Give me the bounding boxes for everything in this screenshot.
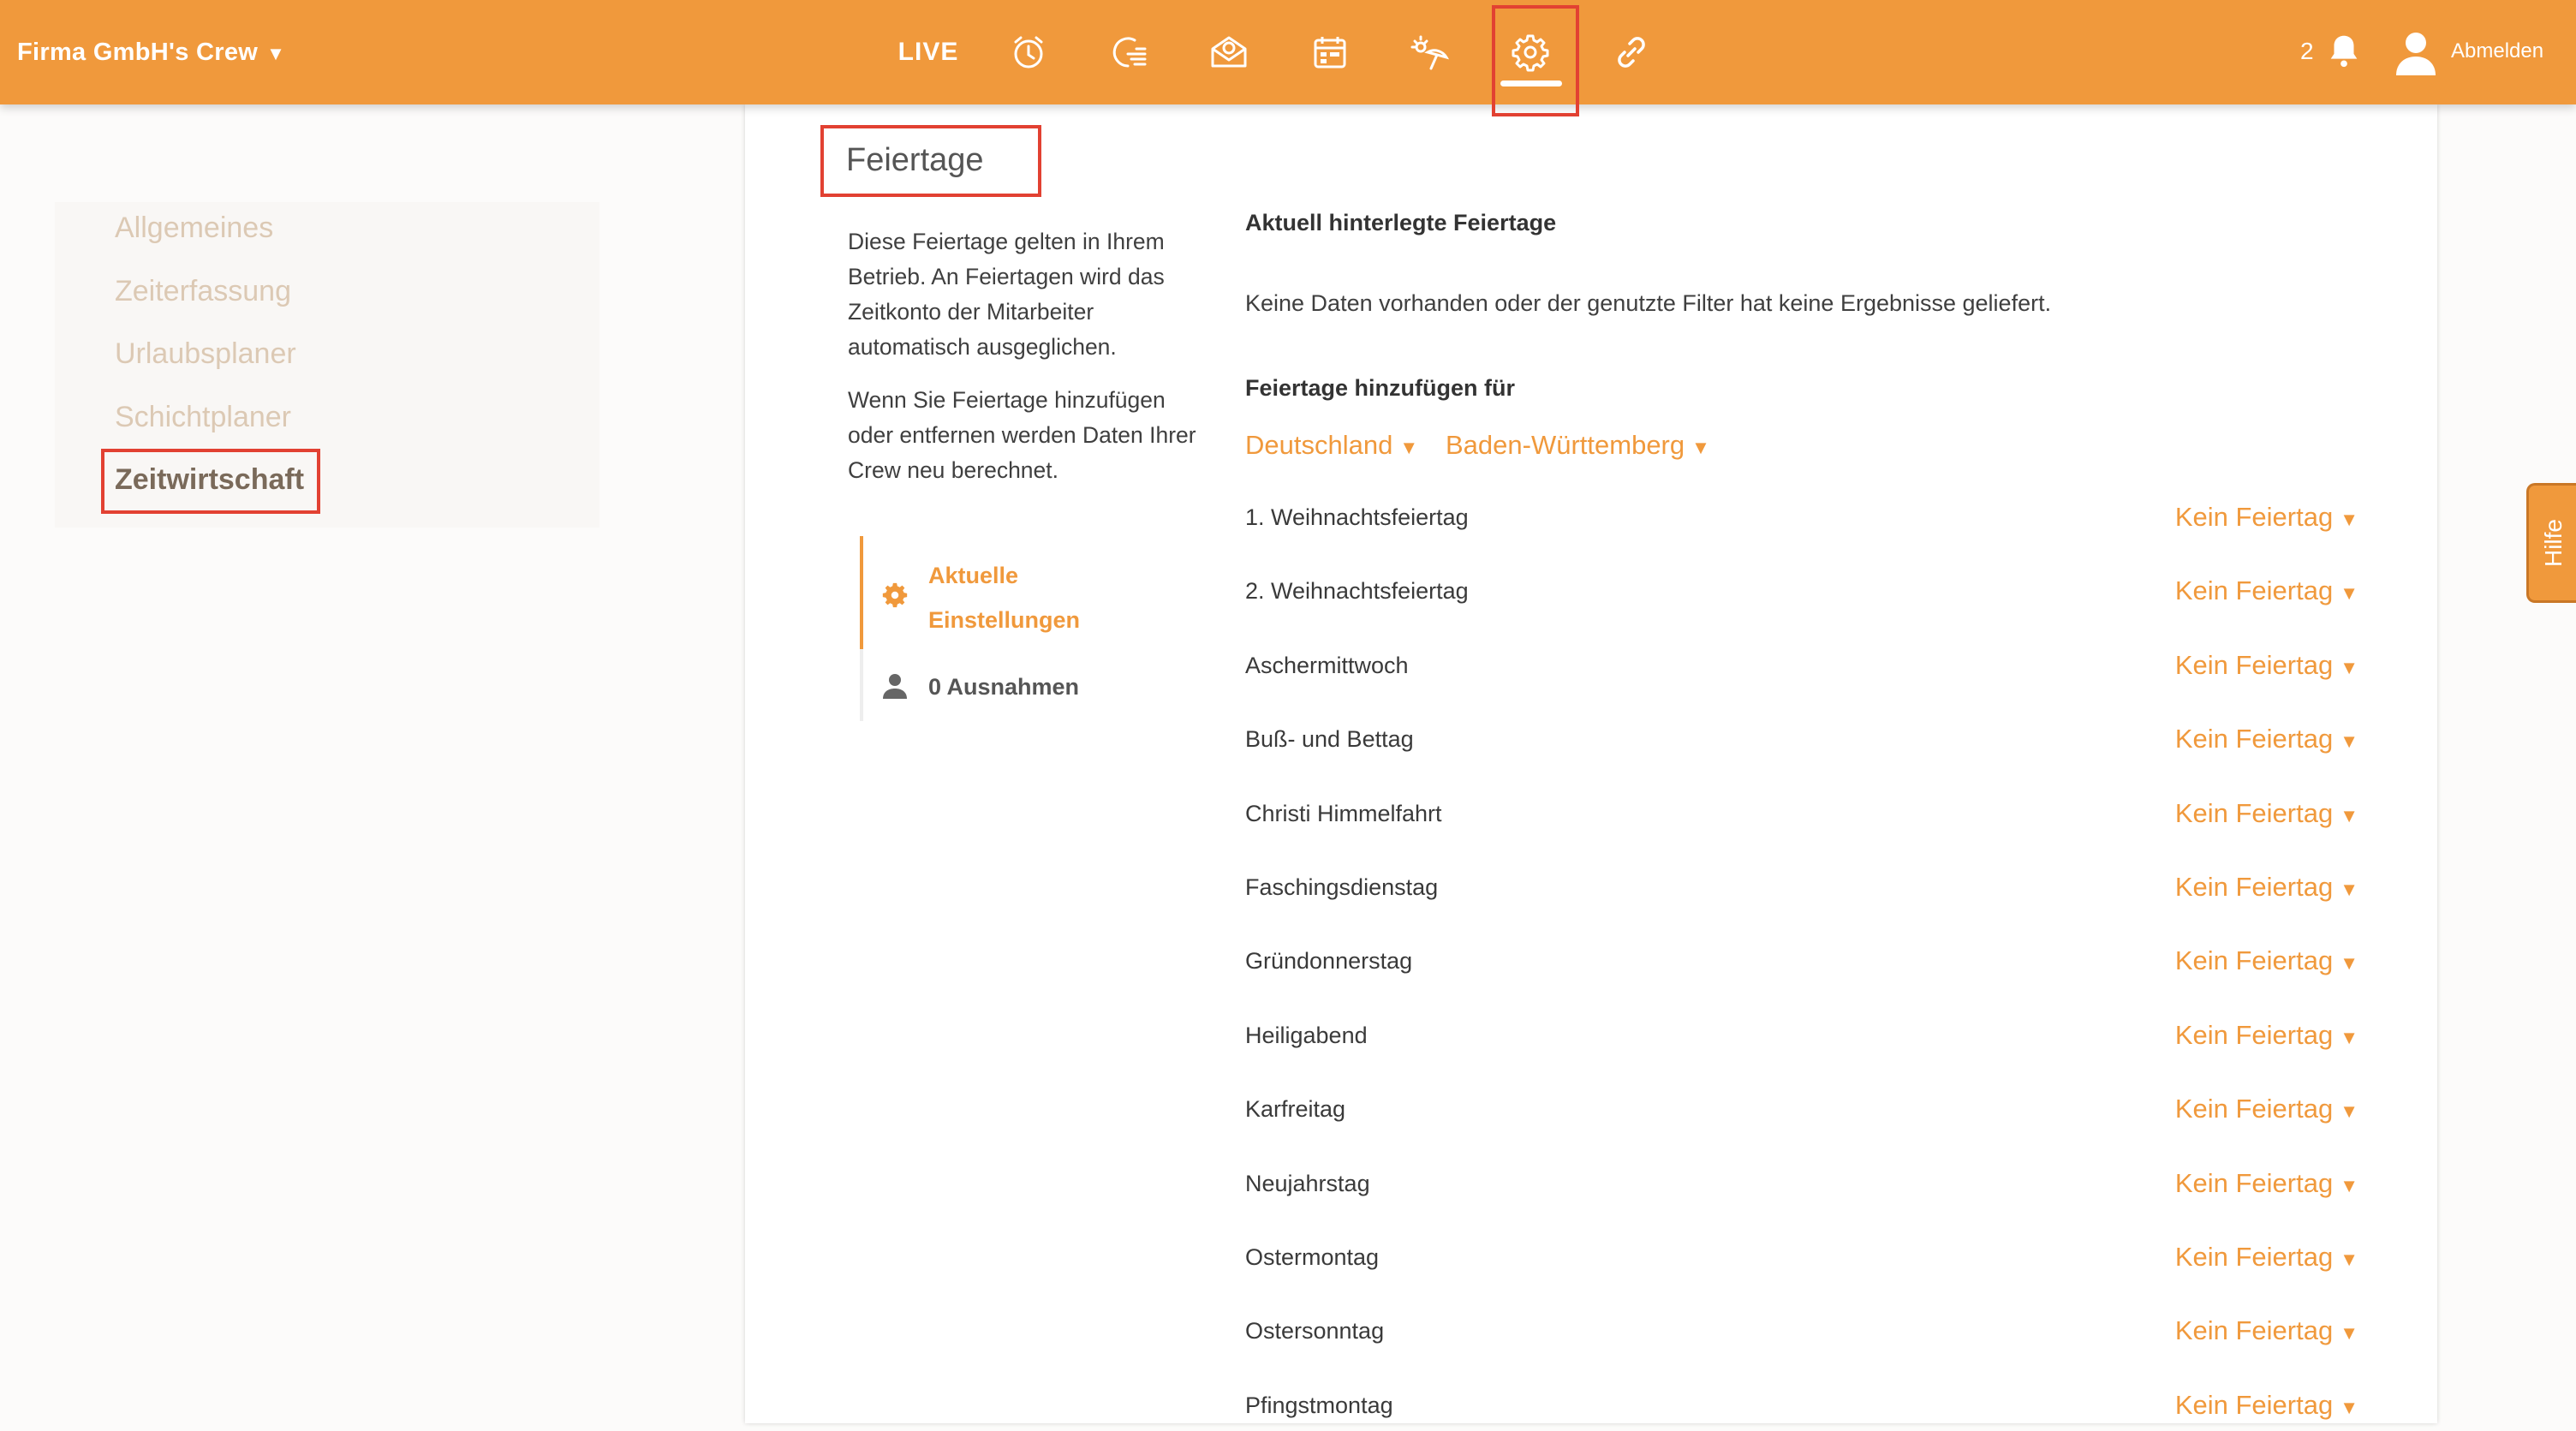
calendar-icon: [1309, 32, 1351, 73]
chevron-down-icon: ▼: [2340, 879, 2358, 900]
chevron-down-icon: ▼: [2340, 952, 2358, 974]
user-avatar-icon[interactable]: [2394, 29, 2437, 75]
holiday-status-dropdown[interactable]: [2175, 940, 2358, 984]
holiday-row: [1245, 713, 2358, 765]
empty-state-message: Keine Daten vorhanden oder der genutzte Filter hat keine Ergebnisse geliefert.: [1245, 290, 2052, 316]
nav-absence-list[interactable]: [1098, 22, 1158, 82]
chevron-down-icon: ▼: [2340, 1249, 2358, 1270]
holiday-row: [1245, 788, 2358, 839]
holiday-status-dropdown[interactable]: [2175, 497, 2358, 540]
holiday-status-value: Kein Feiertag: [2174, 1390, 2334, 1420]
holiday-status-value: Kein Feiertag: [2174, 650, 2334, 680]
holiday-status-dropdown[interactable]: [2175, 1310, 2358, 1354]
nav-vacation[interactable]: [1399, 22, 1459, 82]
holiday-row: [1245, 1305, 2358, 1356]
holiday-row: [1245, 1083, 2358, 1135]
chevron-down-icon: ▼: [2340, 1322, 2358, 1344]
chevron-down-icon: ▼: [2340, 1027, 2358, 1048]
state-dropdown[interactable]: [1446, 425, 1710, 468]
tab-current-settings[interactable]: Aktuelle Einstellungen: [928, 563, 1081, 633]
chevron-down-icon: ▼: [266, 43, 286, 64]
chevron-down-icon: ▼: [2340, 805, 2358, 826]
holiday-name: Buß- und Bettag: [1245, 726, 1414, 752]
holiday-status-dropdown[interactable]: [2175, 1163, 2358, 1207]
current-holidays-heading: Aktuell hinterlegte Feiertage: [1245, 210, 1557, 236]
crew-selector[interactable]: [17, 33, 285, 72]
sidebar-item-urlaubsplaner[interactable]: Urlaubsplaner: [115, 337, 296, 370]
gear-icon: [880, 581, 909, 610]
sun-list-icon: [1107, 32, 1148, 73]
sun-umbrella-icon: [1409, 32, 1450, 73]
holiday-name: Pfingstmontag: [1245, 1392, 1393, 1418]
holiday-status-dropdown[interactable]: [2175, 1015, 2358, 1058]
holiday-name: Heiligabend: [1245, 1023, 1368, 1048]
notification-count: 2: [2300, 38, 2314, 64]
holiday-row: [1245, 1158, 2358, 1209]
holiday-status-value: Kein Feiertag: [2174, 1020, 2334, 1050]
nav-alarm-clock[interactable]: [999, 22, 1058, 82]
holiday-status-dropdown[interactable]: [2175, 1385, 2358, 1428]
holiday-description: Diese Feiertage gelten in Ihrem Betrieb. An Feiertagen wird das Zeitkonto der Mitarbeiter automatisch ausgeglichen.: [848, 229, 1165, 360]
holiday-status-dropdown[interactable]: [2175, 1088, 2358, 1132]
chevron-down-icon: ▼: [2340, 509, 2358, 530]
top-navigation-bar: [0, 0, 2576, 104]
subtab-divider: [860, 649, 863, 721]
help-label: Hilfe: [2539, 518, 2567, 568]
chevron-down-icon: ▼: [2340, 1397, 2358, 1418]
holiday-subtabs: [860, 536, 1185, 721]
chevron-down-icon: ▼: [2340, 657, 2358, 678]
holiday-row: [1245, 862, 2358, 913]
holiday-status-dropdown[interactable]: [2175, 645, 2358, 689]
chevron-down-icon: ▼: [1691, 437, 1710, 458]
nav-live[interactable]: LIVE: [897, 38, 959, 66]
alarm-clock-icon: [1008, 32, 1049, 73]
holiday-name: Neujahrstag: [1245, 1171, 1370, 1196]
holiday-status-value: Kein Feiertag: [2174, 1094, 2334, 1124]
holiday-name: Ostersonntag: [1245, 1318, 1385, 1344]
nav-integrations[interactable]: [1601, 22, 1661, 82]
holiday-status-value: Kein Feiertag: [2174, 945, 2334, 975]
holiday-row: [1245, 1380, 2358, 1431]
holiday-status-value: Kein Feiertag: [2174, 1168, 2334, 1198]
chevron-down-icon: ▼: [1399, 437, 1419, 458]
holiday-row: [1245, 935, 2358, 987]
holiday-row: [1245, 565, 2358, 617]
holiday-status-dropdown[interactable]: [2175, 867, 2358, 910]
sidebar-item-allgemeines[interactable]: Allgemeines: [115, 212, 274, 244]
nav-settings[interactable]: [1500, 22, 1560, 82]
country-dropdown[interactable]: [1245, 425, 1418, 468]
sidebar-item-schichtplaner[interactable]: Schichtplaner: [115, 401, 292, 433]
chevron-down-icon: ▼: [2340, 1175, 2358, 1196]
money-envelope-icon: [1208, 32, 1249, 73]
chevron-down-icon: ▼: [2340, 1100, 2358, 1122]
state-value: Baden-Württemberg: [1446, 430, 1685, 460]
sidebar-item-zeiterfassung[interactable]: Zeiterfassung: [115, 275, 291, 307]
nav-payroll[interactable]: [1199, 22, 1259, 82]
holiday-status-value: Kein Feiertag: [2174, 798, 2334, 828]
holiday-name: Gründonnerstag: [1245, 948, 1413, 974]
holiday-name: 1. Weihnachtsfeiertag: [1245, 504, 1469, 530]
holiday-status-value: Kein Feiertag: [2174, 1242, 2334, 1272]
holiday-row: [1245, 1010, 2358, 1061]
holiday-status-dropdown[interactable]: [2175, 570, 2358, 614]
page-title: Feiertage: [846, 142, 984, 178]
bell-icon[interactable]: [2324, 31, 2364, 70]
recalculation-note: Wenn Sie Feiertage hinzufügen oder entfernen werden Daten Ihrer Crew neu berechnet.: [848, 387, 1196, 483]
logout-link[interactable]: Abmelden: [2451, 39, 2544, 63]
sidebar-item-zeitwirtschaft[interactable]: Zeitwirtschaft: [115, 463, 305, 496]
tab-exceptions[interactable]: 0 Ausnahmen: [928, 674, 1080, 700]
help-tab[interactable]: [2526, 483, 2576, 603]
holiday-status-value: Kein Feiertag: [2174, 872, 2334, 902]
holiday-status-value: Kein Feiertag: [2174, 1315, 2334, 1345]
person-icon: [880, 671, 909, 701]
active-tab-indicator: [1500, 80, 1562, 86]
holiday-name: Faschingsdienstag: [1245, 874, 1439, 900]
gear-icon: [1510, 32, 1551, 73]
crew-name: Firma GmbH's Crew: [17, 39, 259, 66]
nav-calendar[interactable]: [1300, 22, 1360, 82]
holiday-status-value: Kein Feiertag: [2174, 502, 2334, 532]
holiday-name: Aschermittwoch: [1245, 653, 1409, 678]
holiday-name: Ostermontag: [1245, 1244, 1380, 1270]
holiday-row: [1245, 640, 2358, 691]
holiday-name: Christi Himmelfahrt: [1245, 801, 1442, 826]
holiday-row: [1245, 1231, 2358, 1283]
country-value: Deutschland: [1245, 430, 1393, 460]
link-icon: [1611, 32, 1652, 73]
chevron-down-icon: ▼: [2340, 582, 2358, 604]
holiday-status-value: Kein Feiertag: [2174, 575, 2334, 605]
holiday-status-dropdown[interactable]: [2175, 718, 2358, 762]
holiday-name: 2. Weihnachtsfeiertag: [1245, 578, 1469, 604]
holiday-row: [1245, 492, 2358, 543]
subtab-active-indicator: [860, 536, 863, 649]
add-holidays-heading: Feiertage hinzufügen für: [1245, 375, 1516, 401]
holiday-status-value: Kein Feiertag: [2174, 724, 2334, 754]
holiday-status-dropdown[interactable]: [2175, 1237, 2358, 1280]
holiday-status-dropdown[interactable]: [2175, 793, 2358, 837]
chevron-down-icon: ▼: [2340, 730, 2358, 752]
holiday-name: Karfreitag: [1245, 1096, 1346, 1122]
